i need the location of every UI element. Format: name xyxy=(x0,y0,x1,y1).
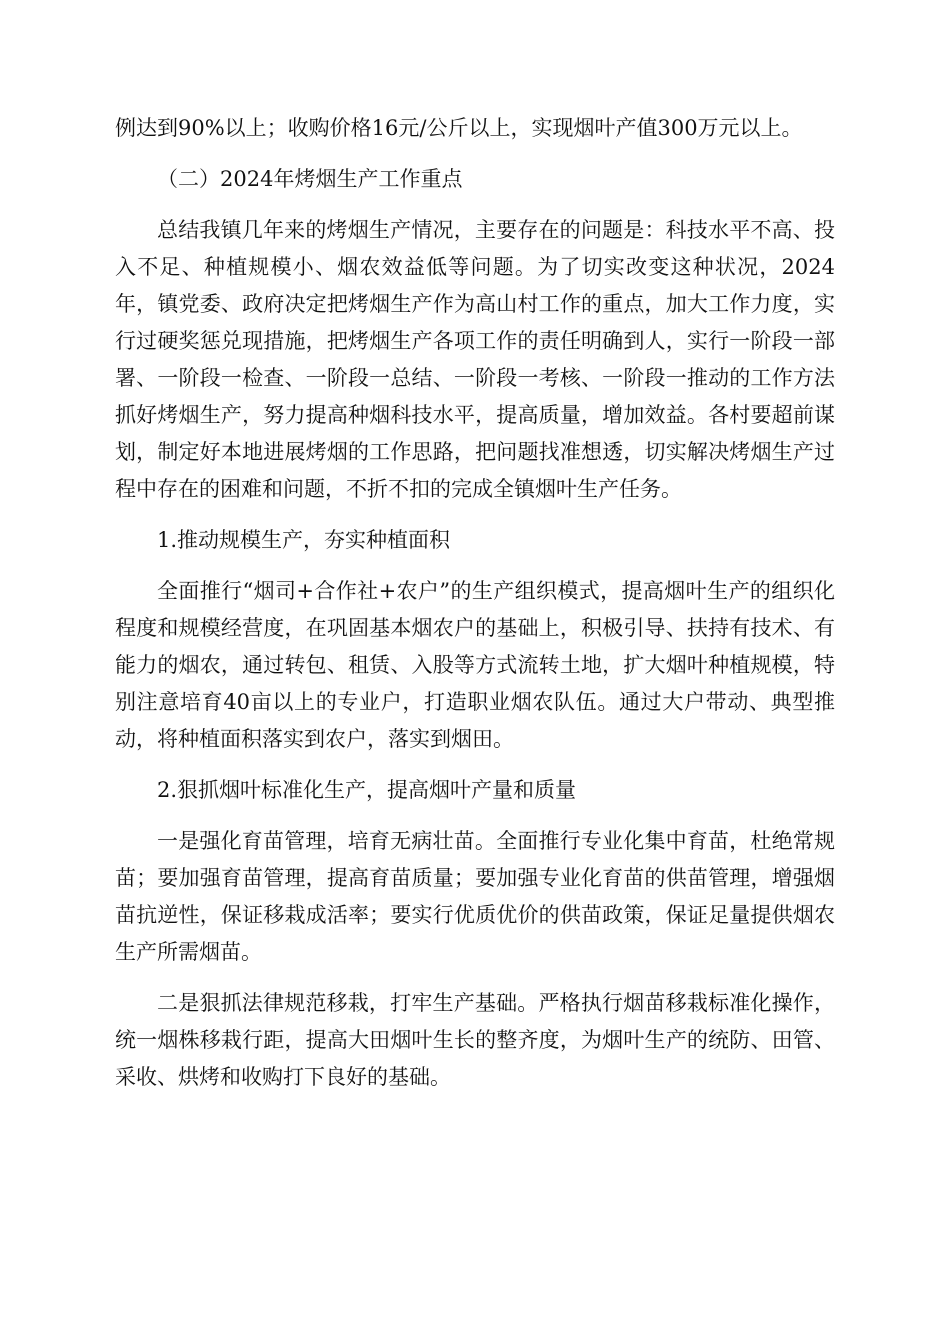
subheading-standardized-production: 2.狠抓烟叶标准化生产，提高烟叶产量和质量 xyxy=(157,778,577,802)
subheading-scale-production: 1.推动规模生产，夯实种植面积 xyxy=(157,528,451,552)
paragraph-continuation: 例达到90%以上；收购价格16元/公斤以上，实现烟叶产值300万元以上。 xyxy=(115,116,803,140)
section-heading-2024-priorities: （二）2024年烤烟生产工作重点 xyxy=(157,167,463,191)
document-body xyxy=(115,110,835,1096)
paragraph-transplanting: 二是狠抓法律规范移栽，打牢生产基础。严格执行烟苗移栽标准化操作，统一烟株移栽行距，提高大田烟叶生长的整齐度，为烟叶生产的统防、田管、采收、烘烤和收购打下良好的基础。 xyxy=(115,991,835,1089)
paragraph-scale-production: 全面推行“烟司+合作社+农户”的生产组织模式，提高烟叶生产的组织化程度和规模经营度，在巩固基本烟农户的基础上，积极引导、扶持有技术、有能力的烟农，通过转包、租赁、入股等方式流转土地，扩大烟叶种植规模，特别注意培育40亩以上的专业户，打造职业烟农队伍。通过大户带动、典型推动，将种植面积落实到农户，落实到烟田。 xyxy=(115,579,835,751)
paragraph-summary: 总结我镇几年来的烤烟生产情况，主要存在的问题是：科技水平不高、投入不足、种植规模小、烟农效益低等问题。为了切实改变这种状况，2024年，镇党委、政府决定把烤烟生产作为高山村工作的重点，加大工作力度，实行过硬奖惩兑现措施，把烤烟生产各项工作的责任明确到人，实行一阶段一部署、一阶段一检查、一阶段一总结、一阶段一考核、一阶段一推动的工作方法抓好烤烟生产，努力提高种烟科技水平，提高质量，增加效益。各村要超前谋划，制定好本地进展烤烟的工作思路，把问题找准想透，切实解决烤烟生产过程中存在的困难和问题，不折不扣的完成全镇烟叶生产任务。 xyxy=(115,218,835,501)
paragraph-seedling-management: 一是强化育苗管理，培育无病壮苗。全面推行专业化集中育苗，杜绝常规苗；要加强育苗管理，提高育苗质量；要加强专业化育苗的供苗管理，增强烟苗抗逆性，保证移栽成活率；要实行优质优价的供苗政策，保证足量提供烟农生产所需烟苗。 xyxy=(115,829,835,964)
